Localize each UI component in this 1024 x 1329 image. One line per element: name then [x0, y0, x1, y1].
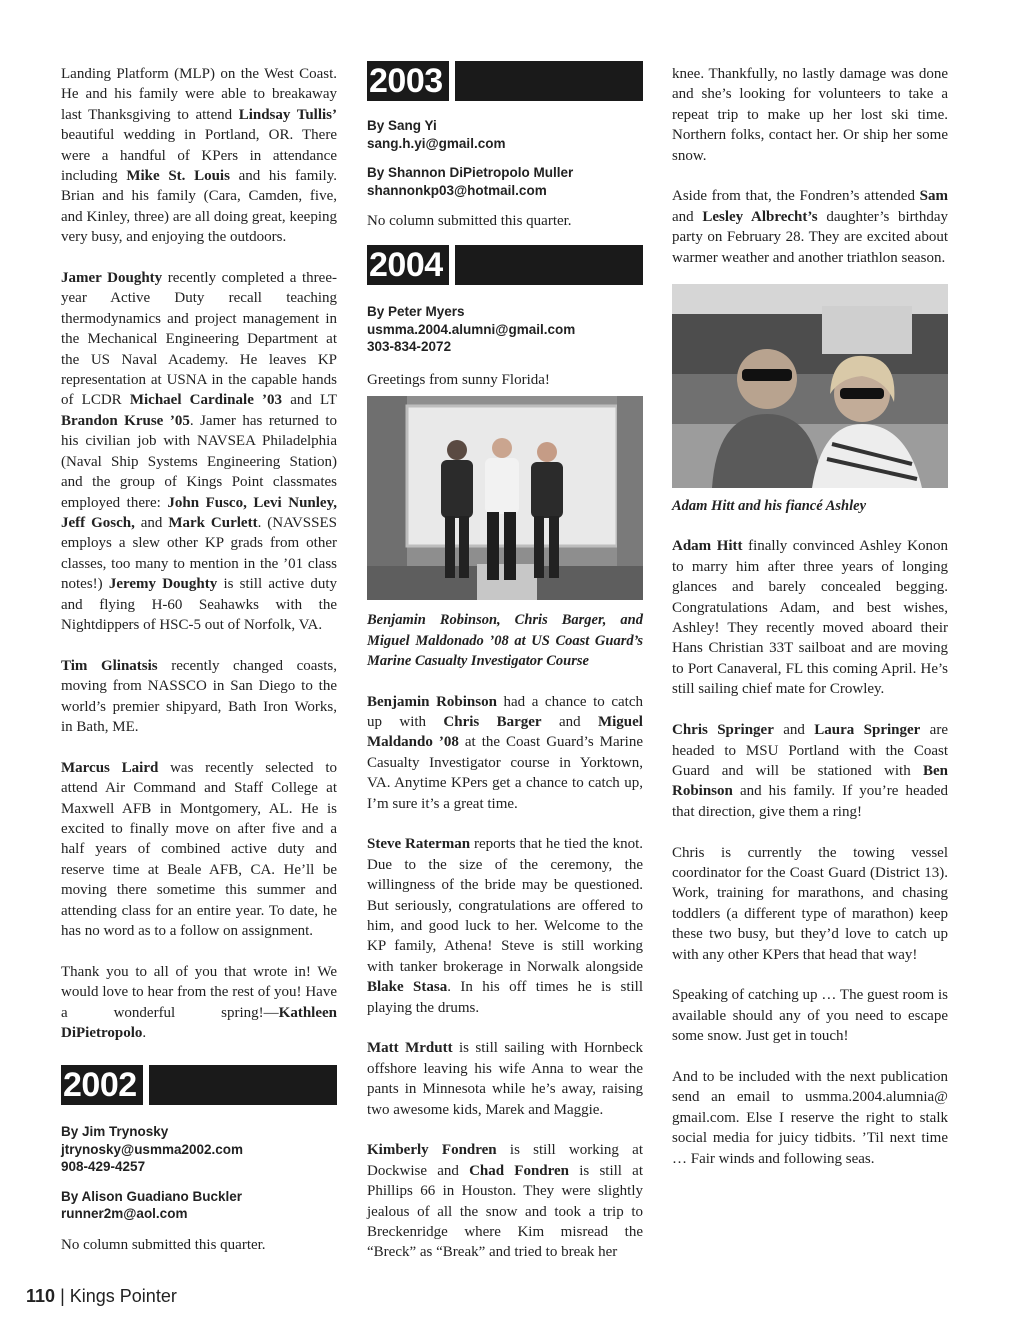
couple-photo-illustration [672, 284, 948, 488]
paragraph: knee. Thankfully, no lastly damage was done and she’s looking for volunteers to take a repeat trip to make up her lost ski time. Northern folks, contact her. Or ship her some snow. [672, 66, 948, 164]
byline-name: By Alison Guadiano Buckler [61, 1188, 243, 1204]
paragraph: Landing Platform (MLP) on the West Coast. He and his family were able to breakaway last Thanksgiving to attend Lindsay Tullis’ beautiful wedding in Portland, OR. There were a handful of KPers in attendance including Mike St. Louis and his family. Brian and his family (Cara, Camden, five, and Kinley, three) are all doing great, keeping very busy, and enjoying the outdoors. [61, 66, 338, 246]
column-2 [367, 61, 643, 1283]
no-column-note: No column submitted this quarter. [61, 1236, 266, 1253]
year-header-2003 [367, 61, 643, 101]
byline-name: By Jim Trynosky [61, 1124, 169, 1140]
paragraph: Kimberly Fondren is still working at Dockwise and Chad Fondren is still at Phillips 66 in Houston. They were slightly jealous of all the snow and took a trip to Breckenridge where Kim misread the “Breck” as “Break” and tried to break her [367, 1142, 644, 1261]
photo-caption: Benjamin Robinson, Chris Barger, and Miguel Maldonado ’08 at US Coast Guard’s Marine Casualty Investigator Course [367, 612, 643, 670]
byline-email: sang.h.yi@gmail.com [367, 135, 506, 151]
paragraph: Steve Raterman reports that he tied the knot. Due to the size of the ceremony, the willingness of the bride may be questioned. But seriously, congratulations are offered to him, and good luck to her. Welcome to the KP family, Athena! Steve is still working with tanker brokerage in Norwalk alongside Blake Stasa. In his off times he is still playing the drums. [367, 836, 643, 1016]
byline-name: By Shannon DiPietropolo Muller [367, 165, 574, 180]
year-header-2002 [61, 1065, 337, 1105]
footer-separator: | [60, 1286, 65, 1306]
paragraph: Aside from that, the Fondren’s attended Sam and Lesley Albrecht’s daughter’s birthday party on February 28. They are excited about warmer weather and another triathlon season. [672, 188, 949, 266]
byline-email: jtrynosky@usmma2002.com [61, 1141, 243, 1157]
page-footer [26, 1286, 177, 1307]
byline-email: usmma.2004.alumni@gmail.com [367, 321, 576, 337]
no-column-note: No column submitted this quarter. [367, 213, 572, 229]
byline-email: shannonkp03@hotmail.com [367, 182, 547, 198]
paragraph: Thank you to all of you that wrote in! We would love to hear from the rest of you! Have a wonderful spring!—Kathleen DiPietropolo. [61, 963, 337, 1042]
byline-phone: 303-834-2072 [367, 339, 452, 355]
classroom-photo [367, 396, 643, 600]
byline-block [367, 164, 643, 199]
page-number: 110 [26, 1286, 56, 1306]
byline-block [61, 1123, 337, 1176]
paragraph: Adam Hitt finally convinced Ashley Konon to marry him after three years of longing glances and barely concealed begging. Congratulations Adam, and best wishes, Ashley! They recently moved aboard their Hans Christian 33T sailboat and are moving to Port Canaveral, FL this coming April. He’s still sailing chief mate for Crowley. [672, 538, 949, 698]
paragraph: Marcus Laird was recently selected to attend Air Command and Staff College at Maxwell AFB in Montgomery, AL. He is excited to finally move on after five and a half years of combined active duty and reserve time at Beale AFB, CA. He’ll be moving there sometime this summer and attending class for an entire year. To date, he has no word as to a follow on assignment. [61, 759, 337, 940]
paragraph: Jamer Doughty recently completed a three-year Active Duty recall teaching thermodynamics and project management in the Mechanical Engineering Department at the US Naval Academy. He leaves KP representation at USNA in the capable hands of LCDR Michael Cardinale ’03 and LT Brandon Kruse ’05. Jamer has returned to his civilian job with NAVSEA Philadelphia (Naval Ship Systems Engineering Station) and the group of Kings Point classmates employed there: John Fusco, Levi Nunley, Jeff Gosch, and Mark Curlett. (NAVSSES employs a slew other KP grads from other classes, too many to mention in the ’01 class notes!) Jeremy Doughty is still active duty and flying H-60 Seahawks with the Nightdippers of HSC-5 out of Norfolk, VA. [61, 270, 338, 633]
byline-email: runner2m@aol.com [61, 1206, 188, 1222]
byline-block [61, 1188, 337, 1223]
year-header-2004 [367, 245, 643, 285]
paragraph: Chris Springer and Laura Springer are headed to MSU Portland with the Coast Guard and will be stationed with Ben Robinson and his family. If you’re headed that direction, give them a ring! [672, 722, 948, 820]
paragraph: Speaking of catching up … The guest room is available should any of you need to escape some snow. Just get in touch! [672, 987, 948, 1045]
byline-phone: 908-429-4257 [61, 1159, 146, 1175]
paragraph: Benjamin Robinson had a chance to catch up with Chris Barger and Miguel Maldando ’08 at the Coast Guard’s Marine Casualty Investigator course in Yorktown, VA. Anytime KPers get a chance to catch up, I’m sure it’s a great time. [367, 693, 643, 812]
column-3 [672, 64, 948, 1189]
paragraph: And to be included with the next publication send an email to usmma.2004.alumnia@ gmail.com. Else I reserve the right to stalk social media for juicy tidbits. ’Til next time … Fair winds and following seas. [672, 1068, 948, 1167]
year-label: 2004 [367, 245, 449, 285]
paragraph: Matt Mrdutt is still sailing with Hornbeck offshore leaving his wife Anna to wear the pants in Minnesota while he’s away, raising two awesome kids, Marek and Maggie. [367, 1040, 643, 1118]
classroom-photo-illustration [367, 396, 643, 600]
byline-name: By Sang Yi [367, 118, 437, 133]
paragraph: Tim Glinatsis recently changed coasts, moving from NASSCO in San Diego to the world’s premier shipyard, Bath Iron Works, in Bath, ME. [61, 657, 337, 735]
year-label: 2002 [61, 1065, 143, 1105]
publication-title: Kings Pointer [69, 1286, 177, 1306]
byline-block [367, 117, 643, 152]
byline-block [367, 303, 643, 356]
column-1 [61, 64, 337, 1276]
photo-caption: Adam Hitt and his fiancé Ashley [672, 498, 867, 515]
year-label: 2003 [367, 61, 449, 101]
paragraph: Chris is currently the towing vessel coordinator for the Coast Guard (District 13). Work, training for marathons, and chasing toddlers (a different type of marathon) keep these two busy, but they’d love to catch up with any other KPers that head that way! [672, 844, 948, 963]
byline-name: By Peter Myers [367, 304, 465, 320]
greeting: Greetings from sunny Florida! [367, 371, 550, 388]
couple-photo [672, 284, 948, 488]
